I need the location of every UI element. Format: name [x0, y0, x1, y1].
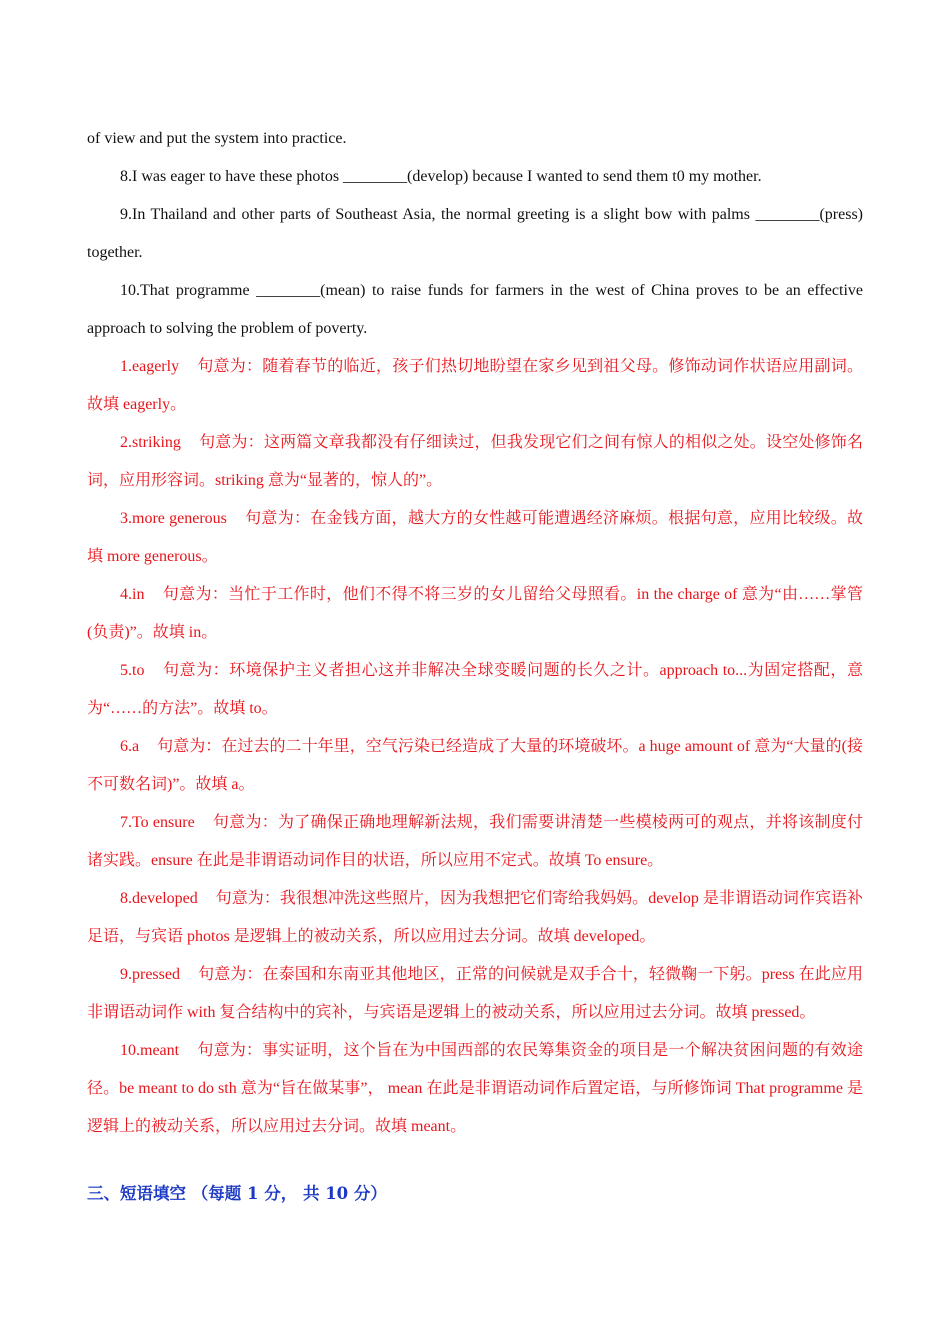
answer-explanation: 句意为：随着春节的临近，孩子们热切地盼望在家乡见到祖父母。修饰动词作状语应用副词。故填 eagerly。 [87, 358, 863, 413]
document-body [87, 120, 863, 1146]
answer-key: 1.eagerly [120, 358, 180, 375]
question-7-continuation: of view and put the system into practice. [87, 130, 347, 147]
answer-explanation: 句意为：在金钱方面，越大方的女性越可能遭遇经济麻烦。根据句意，应用比较级。故填 more generous。 [87, 510, 863, 565]
answer-explanation: 句意为：环境保护主义者担心这并非解决全球变暖问题的长久之计。approach to...为固定搭配，意为“……的方法”。故填 to。 [87, 662, 863, 717]
answer-explanation: 句意为：当忙于工作时，他们不得不将三岁的女儿留给父母照看。in the charge of 意为“由……掌管(负责)”。故填 in。 [87, 586, 863, 641]
answer-key: 8.developed [120, 890, 198, 907]
answer-key: 2.striking [120, 434, 181, 451]
answer-key: 4.in [120, 586, 145, 603]
question-9: 9.In Thailand and other parts of Southeast Asia, the normal greeting is a slight bow with palms ________(press) together. [87, 206, 863, 261]
question-8: 8.I was eager to have these photos ________(develop) because I wanted to send them t0 my mother. [120, 168, 762, 185]
answer-key: 6.a [120, 738, 140, 755]
answer-explanation: 句意为：事实证明，这个旨在为中国西部的农民筹集资金的项目是一个解决贫困问题的有效途径。be meant to do sth 意为“旨在做某事”， mean 在此是非谓语动词作后置定语，与所修饰词 That programme 是逻辑上的被动关系，所以应用过去分词。故填 meant。 [87, 1042, 863, 1135]
question-10: 10.That programme ________(mean) to raise funds for farmers in the west of China proves to be an effective approach to solving the problem of poverty. [87, 282, 863, 337]
answer-key: 10.meant [120, 1042, 180, 1059]
answer-5 [87, 652, 863, 728]
answer-2 [87, 424, 863, 500]
answer-explanation: 句意为：在过去的二十年里，空气污染已经造成了大量的环境破坏。a huge amount of 意为“大量的(接不可数名词)”。故填 a。 [87, 738, 863, 793]
answer-4 [87, 576, 863, 652]
answer-6 [87, 728, 863, 804]
answer-key: 3.more generous [120, 510, 227, 527]
answer-1 [87, 348, 863, 424]
answer-9 [87, 956, 863, 1032]
answer-7 [87, 804, 863, 880]
section-heading: 三、短语填空 （每题 1 分， 共 10 分） [87, 1184, 387, 1203]
answer-explanation: 句意为：为了确保正确地理解新法规，我们需要讲清楚一些模棱两可的观点，并将该制度付诸实践。ensure 在此是非谓语动词作目的状语，所以应用不定式。故填 To ensure。 [87, 814, 863, 869]
answer-key: 9.pressed [120, 966, 180, 983]
answer-explanation: 句意为：这两篇文章我都没有仔细读过，但我发现它们之间有惊人的相似之处。设空处修饰名词，应用形容词。striking 意为“显著的，惊人的”。 [87, 434, 863, 489]
answer-explanation: 句意为：我很想冲洗这些照片，因为我想把它们寄给我妈妈。develop 是非谓语动词作宾语补足语，与宾语 photos 是逻辑上的被动关系，所以应用过去分词。故填 developed。 [87, 890, 863, 945]
answer-key: 7.To ensure [120, 814, 195, 831]
answer-explanation: 句意为：在泰国和东南亚其他地区，正常的问候就是双手合十，轻微鞠一下躬。press 在此应用非谓语动词作 with 复合结构中的宾补，与宾语是逻辑上的被动关系，所以应用过去分词。故填 pressed。 [87, 966, 863, 1021]
answer-8 [87, 880, 863, 956]
answer-3 [87, 500, 863, 576]
answer-10 [87, 1032, 863, 1146]
answer-key: 5.to [120, 662, 145, 679]
